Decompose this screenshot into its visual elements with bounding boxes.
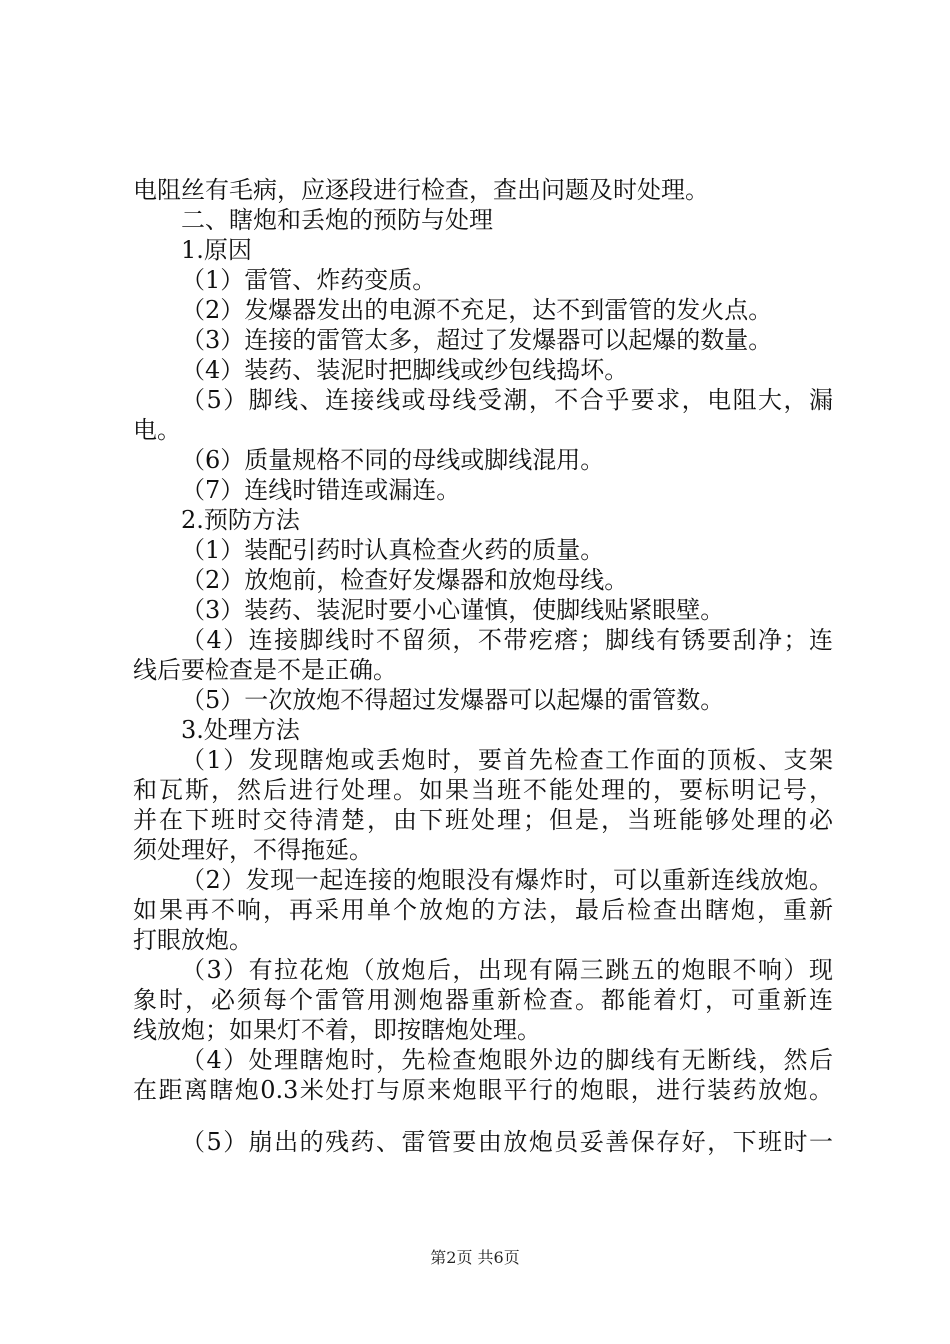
subsection-heading: 1.原因 xyxy=(181,236,252,264)
list-item: （3）连接的雷管太多，超过了发爆器可以起爆的数量。 xyxy=(181,326,773,354)
list-item: （3）装药、装泥时要小心谨慎，使脚线贴紧眼壁。 xyxy=(181,596,725,624)
list-item: （4）处理瞎炮时，先检查炮眼外边的脚线有无断线，然后 xyxy=(181,1046,833,1074)
list-item: （5）脚线、连接线或母线受潮，不合乎要求，电阻大，漏 xyxy=(181,386,833,414)
subsection-heading: 2.预防方法 xyxy=(181,506,300,534)
list-item: （1）发现瞎炮或丢炮时，要首先检查工作面的顶板、支架 xyxy=(181,746,833,774)
document-body xyxy=(133,175,833,1157)
paragraph-line: 电阻丝有毛病，应逐段进行检查，查出问题及时处理。 xyxy=(133,176,709,204)
list-item-continuation: 如果再不响，再采用单个放炮的方法，最后检查出瞎炮，重新 xyxy=(133,896,833,924)
list-item-continuation: 须处理好，不得拖延。 xyxy=(133,836,373,864)
list-item: （3）有拉花炮（放炮后，出现有隔三跳五的炮眼不响）现 xyxy=(181,956,833,984)
list-item: （4）连接脚线时不留须，不带疙瘩；脚线有锈要刮净；连 xyxy=(181,626,833,654)
page-footer: 第2页 共6页 xyxy=(430,1248,520,1267)
list-item: （2）放炮前，检查好发爆器和放炮母线。 xyxy=(181,566,629,594)
list-item-continuation: 和瓦斯，然后进行处理。如果当班不能处理的，要标明记号， xyxy=(133,776,833,804)
list-item: （5）崩出的残药、雷管要由放炮员妥善保存好，下班时一 xyxy=(181,1128,833,1156)
list-item-continuation: 在距离瞎炮0.3米处打与原来炮眼平行的炮眼，进行装药放炮。 xyxy=(133,1076,833,1104)
list-item: （1）装配引药时认真检查火药的质量。 xyxy=(181,536,605,564)
section-heading: 二、瞎炮和丢炮的预防与处理 xyxy=(181,206,493,234)
list-item: （6）质量规格不同的母线或脚线混用。 xyxy=(181,446,605,474)
list-item: （5）一次放炮不得超过发爆器可以起爆的雷管数。 xyxy=(181,686,725,714)
list-item-continuation: 打眼放炮。 xyxy=(133,926,253,954)
subsection-heading: 3.处理方法 xyxy=(181,716,300,744)
list-item: （7）连线时错连或漏连。 xyxy=(181,476,461,504)
list-item-continuation: 并在下班时交待清楚，由下班处理；但是，当班能够处理的必 xyxy=(133,806,833,834)
list-item: （2）发爆器发出的电源不充足，达不到雷管的发火点。 xyxy=(181,296,773,324)
list-item-continuation: 线放炮；如果灯不着，即按瞎炮处理。 xyxy=(133,1016,541,1044)
list-item: （1）雷管、炸药变质。 xyxy=(181,266,437,294)
list-item: （2）发现一起连接的炮眼没有爆炸时，可以重新连线放炮。 xyxy=(181,866,833,894)
list-item: （4）装药、装泥时把脚线或纱包线捣坏。 xyxy=(181,356,629,384)
list-item-continuation: 线后要检查是不是正确。 xyxy=(133,656,397,684)
list-item-continuation: 象时，必须每个雷管用测炮器重新检查。都能着灯，可重新连 xyxy=(133,986,833,1014)
list-item-continuation: 电。 xyxy=(133,416,181,444)
